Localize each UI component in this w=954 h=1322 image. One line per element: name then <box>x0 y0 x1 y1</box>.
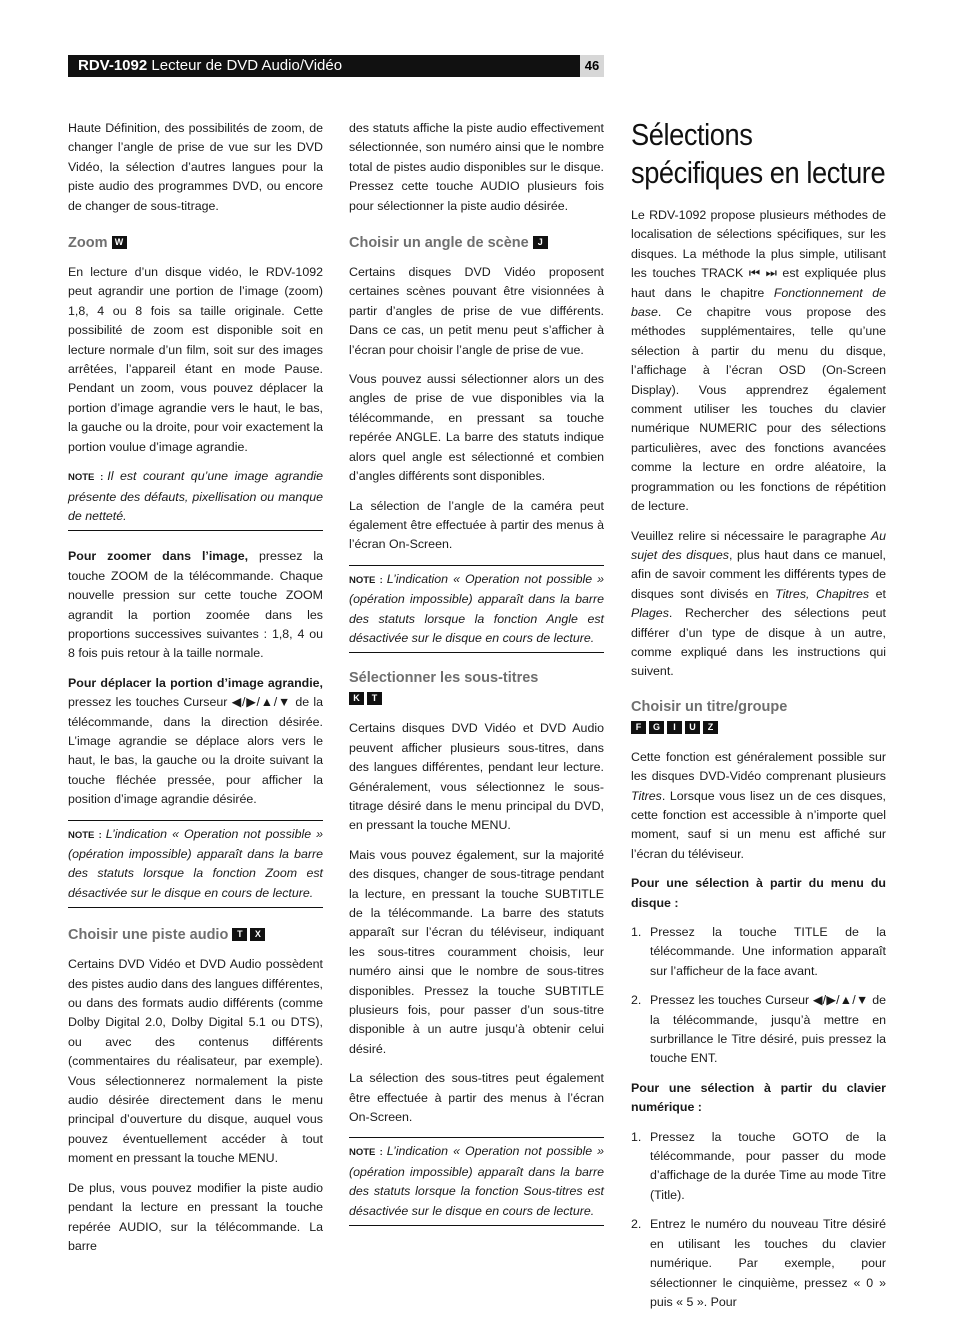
disc-type-badge: I <box>667 721 682 734</box>
step-number: 2. <box>631 993 642 1008</box>
angle-paragraph-3: La sélection de l’angle de la caméra peut également être effectuée à partir des menus à l’écran On-Screen. <box>349 498 604 552</box>
audio-paragraph: Certains DVD Vidéo et DVD Audio possèdent des pistes audio dans des langues différentes, ou dans des formats audio différents (comme Dolby Digital 2.0, Dolby Digital 5.1 ou DTS), ou avec des contenus différents (commentaires du réalisateur, par exemple). Vous sélectionnerez normalement la piste audio désirée directement dans le menu principal d’ouverture du disque, auquel vous pouvez éventuellement accéder à tout moment en pressant la touche MENU. <box>68 957 323 1166</box>
note-zoom-quality <box>68 467 323 531</box>
title-select-heading <box>631 698 886 738</box>
step-text: Entrez le numéro du nouveau Titre désiré en utilisant les touches du clavier numérique. Par exemple, pour sélectionner le cinquième, pressez « 0 » puis « 5 ». Pour <box>650 1217 886 1309</box>
move-instruction-paragraph <box>68 674 323 810</box>
menu-steps-list <box>631 923 886 1069</box>
menu-selection-heading: Pour une sélection à partir du menu du disque : <box>631 876 886 910</box>
zoom-instruction-lead: Pour zoomer dans l’image, <box>68 549 249 564</box>
title-select-paragraph <box>631 748 886 864</box>
note-text: L’indication « Operation not possible » (opération impossible) apparaît dans la barre des statuts lorsque la fonction Angle est désactivée sur le disque en cours de lecture. <box>349 571 604 645</box>
text-run: Le RDV-1092 propose plusieurs méthodes de localisation de sélections spécifiques, sur les disques. La méthode la plus simple, utilisant les touches TRACK ⏮ ⏭ est expliquée plus haut dans le chapitre <box>631 208 886 300</box>
note-text: L’indication « Operation not possible » (opération impossible) apparaît dans la barre des statuts lorsque la fonction Zoom est désactivée sur le disque en cours de lecture. <box>68 826 323 900</box>
page-header <box>68 55 580 77</box>
zoom-instruction-paragraph <box>68 547 323 663</box>
disc-type-badge: W <box>112 236 127 249</box>
note-label: NOTE : <box>68 829 102 841</box>
disc-type-badge: F <box>631 721 646 734</box>
angle-heading <box>349 232 604 253</box>
header-subtitle: Lecteur de DVD Audio/Vidéo <box>151 57 343 74</box>
intro-paragraph: Haute Définition, des possibilités de zoom, de changer l’angle de prise de vue sur les DVD Vidéo, la sélection d’autres langues pour la piste audio des programmes DVD, ou encore de changer de sous-titrage. <box>68 121 323 213</box>
term: Plages <box>631 606 669 621</box>
audio-paragraph-2: De plus, vous pouvez modifier la piste audio pendant la lecture en pressant la touche repérée AUDIO, sur la télécommande. La barre <box>68 1180 323 1253</box>
list-item <box>631 991 886 1069</box>
angle-paragraph-1: Certains disques DVD Vidéo proposent certaines scènes pouvant être visionnées à partir d’angles de prise de vue différents. Dans ce cas, un petit menu peut s’afficher à l’écran pour choisir l’angle de prise de vue. <box>349 265 604 357</box>
move-instruction-lead: Pour déplacer la portion d’image agrandie, <box>68 675 323 690</box>
term: Titres <box>631 788 662 803</box>
zoom-heading <box>68 232 323 253</box>
disc-type-badge: T <box>367 692 382 705</box>
disc-type-badge: J <box>533 236 548 249</box>
zoom-heading-text: Zoom <box>68 235 108 252</box>
subtitles-heading <box>349 669 604 709</box>
step-text: Pressez la touche TITLE de la télécommande. Une information apparaît sur l’afficheur de la face avant. <box>650 925 886 978</box>
audio-heading <box>68 924 323 945</box>
subtitles-paragraph-2: Mais vous pouvez également, sur la majorité des disques, changer de sous-titrage pendant la lecture, en pressant la touche SUBTITLE de la télécommande. La barre des statuts apparaît sur l’écran du téléviseur, indiquant les sous-titres couramment choisis, leur numéro ainsi que le nombre de sous-titres disponibles. Pressez la touche SUBTITLE plusieurs fois, pour passer d’un sous-titre disponible à un autre jusqu’à obtenir celui désiré. <box>349 847 604 1056</box>
audio-continued-paragraph: des statuts affiche la piste audio effectivement sélectionnée, son numéro ainsi que le nombre total de pistes audio disponibles sur le disque. Pressez cette touche AUDIO plusieurs fois pour sélectionner la piste audio désirée. <box>349 121 604 213</box>
note-text: Il est courant qu’une image agrandie présente des défauts, pixellisation ou manque de netteté. <box>68 469 323 523</box>
section-intro-paragraph <box>631 206 886 517</box>
disc-type-badge: G <box>649 721 664 734</box>
keypad-selection-heading: Pour une sélection à partir du clavier numérique : <box>631 1080 886 1115</box>
step-text: Pressez les touches Curseur ◀/▶/▲/▼ de la télécommande, jusqu’à mettre en surbrillance le Titre désiré, puis pressez la touche ENT. <box>650 993 886 1066</box>
text-run: Cette fonction est généralement possible sur les disques DVD-Vidéo comprenant plusieurs <box>631 749 886 784</box>
angle-heading-text: Choisir un angle de scène <box>349 235 529 252</box>
text-run: . Lorsque vous lisez un de ces disques, cette fonction est accessible à n’importe quel moment, sauf si un menu est affiché sur l’écran du téléviseur. <box>631 788 886 861</box>
chapter-reference: Fonctionnement de base <box>631 285 887 320</box>
keypad-steps-list <box>631 1128 886 1313</box>
angle-paragraph-2: Vous pouvez aussi sélectionner alors un des angles de prise de vue disponibles via la télécommande, en pressant sa touche repérée ANGLE. La barre des statuts indique alors quel angle est sélectionné et combien d’angles différents sont disponibles. <box>349 372 604 484</box>
step-text: Pressez la touche GOTO de la télécommande, pour passer du mode d’affichage de la durée Time au mode Titre (Title). <box>650 1129 886 1202</box>
disc-type-badge: Z <box>703 721 718 734</box>
text-run: Veuillez relire si nécessaire le paragraphe <box>631 528 871 543</box>
list-item <box>631 1128 886 1206</box>
note-text: L’indication « Operation not possible » (opération impossible) apparaît dans la barre des statuts lorsque la fonction Sous-titres est désactivée sur le disque en cours de lecture. <box>349 1144 604 1218</box>
subtitles-heading-text: Sélectionner les sous-titres <box>349 670 539 687</box>
disc-type-badge: T <box>232 928 247 941</box>
note-subtitles-disabled <box>349 1137 604 1226</box>
text-run: . Ce chapitre vous propose des méthodes supplémentaires, telle qu’une sélection à partir du menu du disque, l’affichage à l’écran OSD (On-Screen Display). Vous apprendrez également comment utiliser les touches du clavier numérique NUMERIC pour des sélections particulières, avec des fonctions avancées comme la lecture en ordre aléatoire, la programmation ou les fonctions de répétition de lecture. <box>631 305 886 514</box>
subtitles-paragraph-3: La sélection des sous-titres peut également être effectuée à partir des menus à l’écran On-Screen. <box>349 1071 604 1125</box>
term: Titres, Chapitres <box>775 586 870 601</box>
disc-type-badge: K <box>349 692 364 705</box>
note-zoom-disabled <box>68 820 323 909</box>
zoom-instruction-text: pressez la touche ZOOM de la télécommande. Chaque nouvelle pression sur cette touche ZOOM agrandit la portion zoomée dans les proportions successives suivantes : 1,8, 4 ou 8 fois puis retour à la taille normale. <box>68 549 323 661</box>
disc-type-badge: X <box>250 928 265 941</box>
step-number: 1. <box>631 1129 642 1144</box>
audio-heading-text: Choisir une piste audio <box>68 927 229 944</box>
text-run: et <box>869 586 886 601</box>
step-number: 2. <box>631 1217 642 1232</box>
disc-types-paragraph <box>631 527 886 682</box>
disc-type-badge: U <box>685 721 700 734</box>
list-item <box>631 1215 886 1312</box>
text-run: , plus haut dans ce manuel, afin de savoir comment les différents types de disques sont divisés en <box>631 547 886 601</box>
column-right <box>631 119 886 1322</box>
text-run: . Rechercher des sélections peut différer d’un type de disque à un autre, comme expliqué dans les instructions qui suivent. <box>631 606 886 679</box>
column-middle <box>349 119 604 1242</box>
note-label: NOTE : <box>349 1147 383 1159</box>
zoom-paragraph: En lecture d’un disque vidéo, le RDV-1092 peut agrandir une portion de l’image (zoom) 1,8, 4 ou 8 fois sa taille originale. Cette possibilité de zoom est disponible soit en lecture normale d’un film, soit sur des images arrêtées, l’appareil étant en mode Pause. Pendant un zoom, vous pouvez déplacer la portion d’image agrandie vers le haut, le bas, la gauche ou la droite, pour voir exactement la portion voulue d’image agrandie. <box>68 265 323 454</box>
note-label: NOTE : <box>349 574 383 586</box>
header-model: RDV-1092 <box>78 57 148 74</box>
step-number: 1. <box>631 925 642 939</box>
subtitles-paragraph-1: Certains disques DVD Vidéo et DVD Audio peuvent afficher plusieurs sous-titres, dans des langues différentes, pendant leur lecture. Généralement, vous sélectionnez le sous-titrage désiré dans le menu principal du DVD, en pressant la touche MENU. <box>349 721 604 833</box>
move-instruction-text: pressez les touches Curseur ◀/▶/▲/▼ de la télécommande, dans la direction désirée. L’image agrandie se déplace alors vers le haut, le bas, la gauche ou la droite suivant la touche fléchée pressée, pour afficher la position d’image agrandie désirée. <box>68 695 323 807</box>
column-left <box>68 119 323 1266</box>
title-select-heading-text: Choisir un titre/groupe <box>631 698 788 715</box>
page-number: 46 <box>580 55 604 77</box>
note-label: NOTE : <box>68 472 104 484</box>
section-title: Sélections spécifiques en lecture <box>631 117 886 190</box>
note-angle-disabled <box>349 565 604 654</box>
chapter-reference: Au sujet des disques <box>631 528 886 562</box>
list-item <box>631 923 886 981</box>
